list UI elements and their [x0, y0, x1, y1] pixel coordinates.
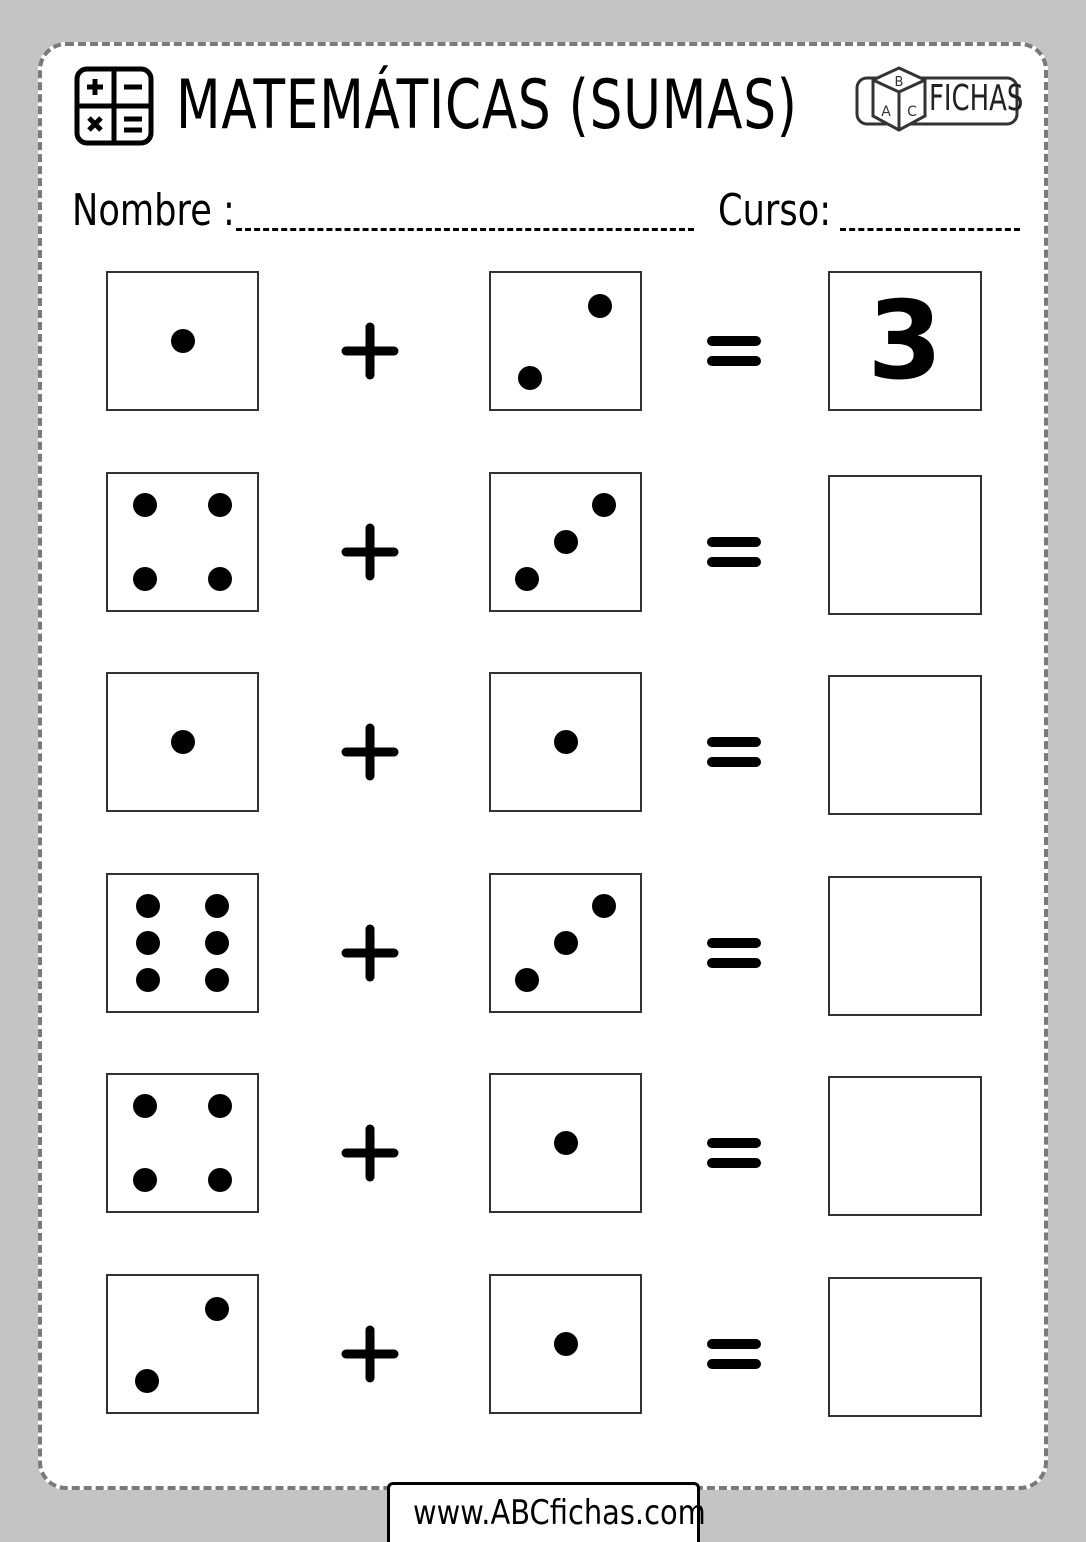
die-left — [106, 672, 259, 812]
die-right — [489, 873, 642, 1013]
die-pip — [133, 567, 157, 591]
die-pip — [588, 294, 612, 318]
plus-icon — [338, 1121, 402, 1185]
answer-value — [830, 477, 980, 613]
logo-block-letter-c: C — [907, 104, 917, 120]
answer-value — [830, 677, 980, 813]
logo-block-letter-a: A — [881, 104, 891, 120]
answer-box[interactable] — [828, 675, 982, 815]
name-field[interactable] — [236, 228, 694, 231]
die-pip — [205, 968, 229, 992]
answer-box[interactable] — [828, 475, 982, 615]
plus-icon — [338, 921, 402, 985]
footer-url: www.ABCfichas.com — [413, 1493, 706, 1533]
answer-value: 3 — [867, 278, 943, 404]
die-pip — [133, 1094, 157, 1118]
answer-value — [830, 1279, 980, 1415]
plus-icon — [338, 520, 402, 584]
equals-icon — [702, 921, 766, 985]
die-pip — [205, 894, 229, 918]
die-right — [489, 1073, 642, 1213]
die-pip — [515, 968, 539, 992]
die-pip — [592, 894, 616, 918]
die-pip — [208, 567, 232, 591]
die-right — [489, 271, 642, 411]
die-pip — [554, 1332, 578, 1356]
die-pip — [554, 931, 578, 955]
die-pip — [592, 493, 616, 517]
die-right — [489, 1274, 642, 1414]
course-label: Curso: — [718, 185, 832, 236]
die-pip — [133, 1168, 157, 1192]
equals-icon — [702, 520, 766, 584]
calculator-icon — [74, 66, 154, 146]
die-pip — [554, 1131, 578, 1155]
die-pip — [208, 1094, 232, 1118]
page-title: MATEMÁTICAS (SUMAS) — [176, 66, 798, 145]
die-pip — [133, 493, 157, 517]
die-pip — [208, 1168, 232, 1192]
footer-tab — [387, 1482, 706, 1542]
die-left — [106, 1073, 259, 1213]
equals-icon — [702, 319, 766, 383]
abc-fichas-logo — [855, 64, 1024, 136]
die-pip — [515, 567, 539, 591]
answer-value — [830, 1078, 980, 1214]
die-pip — [135, 1369, 159, 1393]
die-left — [106, 472, 259, 612]
die-pip — [208, 493, 232, 517]
plus-icon — [338, 1322, 402, 1386]
answer-box[interactable] — [828, 271, 982, 411]
plus-icon — [338, 319, 402, 383]
die-pip — [136, 931, 160, 955]
answer-box[interactable] — [828, 1277, 982, 1417]
die-left — [106, 271, 259, 411]
die-pip — [136, 894, 160, 918]
plus-icon — [338, 720, 402, 784]
die-pip — [136, 968, 160, 992]
die-pip — [205, 931, 229, 955]
name-label: Nombre : — [72, 185, 235, 236]
logo-block-letter-b: B — [894, 75, 904, 90]
die-pip — [171, 329, 195, 353]
logo-text: FICHAS — [929, 78, 1024, 119]
die-pip — [554, 530, 578, 554]
die-right — [489, 472, 642, 612]
die-pip — [518, 366, 542, 390]
die-pip — [554, 730, 578, 754]
answer-box[interactable] — [828, 1076, 982, 1216]
die-right — [489, 672, 642, 812]
die-left — [106, 873, 259, 1013]
answer-box[interactable] — [828, 876, 982, 1016]
equals-icon — [702, 1322, 766, 1386]
die-pip — [205, 1297, 229, 1321]
course-field[interactable] — [840, 228, 1020, 231]
answer-value — [830, 878, 980, 1014]
equals-icon — [702, 720, 766, 784]
equals-icon — [702, 1121, 766, 1185]
die-pip — [171, 730, 195, 754]
die-left — [106, 1274, 259, 1414]
